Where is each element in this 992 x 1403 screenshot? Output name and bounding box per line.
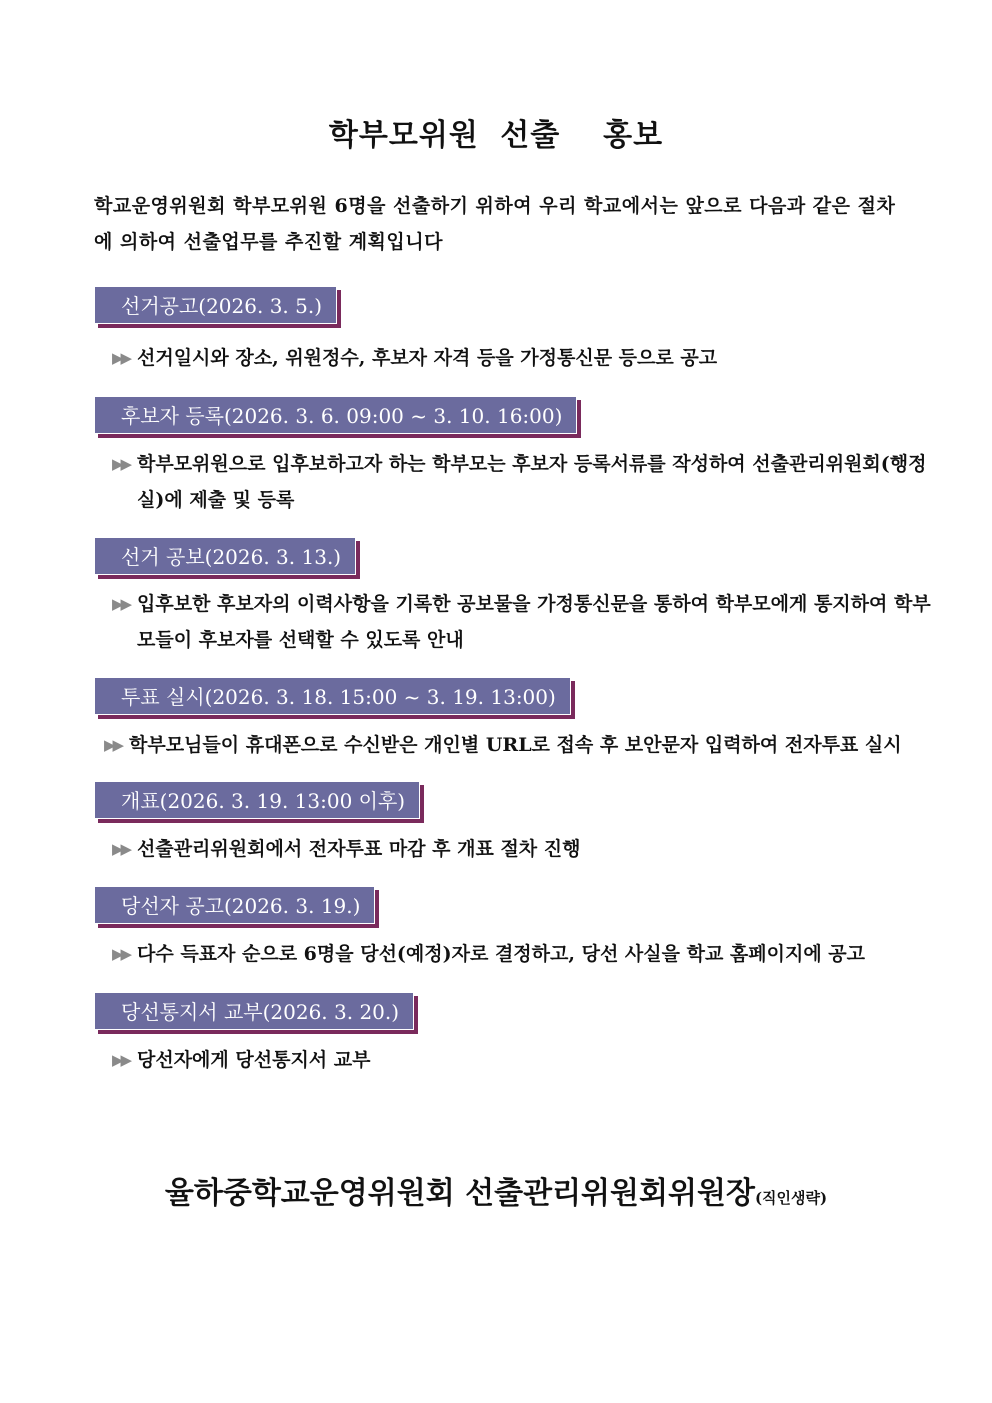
intro-count: 6명 [334,195,368,217]
intro-text-1: 학교운영위원회 학부모위원 [94,195,335,217]
section-text: 선출관리위원회에서 전자투표 마감 후 개표 절차 진행 [137,838,581,860]
section-item-bulletin [112,586,932,658]
section-heading-bulletin: 선거 공보(2026. 3. 13.) [94,537,356,575]
section-heading-announcement: 선거공고(2026. 3. 5.) [94,286,337,324]
double-arrow-icon: ▶▶ [112,455,130,473]
issuer-signature [0,1168,992,1212]
section-heading-winner-notice: 당선자 공고(2026. 3. 19.) [94,886,375,924]
issuer-name: 율하중학교운영위원회 선출관리위원회위원장 [164,1176,755,1211]
section-text: 선거일시와 장소, 위원정수, 후보자 자격 등을 가정통신문 등으로 공고 [137,347,718,369]
section-text: 입후보한 후보자의 이력사항을 기록한 공보물을 가정통신문을 통하여 학부모에게 통지하여 학부모들이 후보자를 선택할 수 있도록 안내 [137,593,931,651]
section-item-registration [112,446,932,518]
section-heading-certificate: 당선통지서 교부(2026. 3. 20.) [94,992,414,1030]
intro-paragraph [94,188,914,260]
section-text: 당선자에게 당선통지서 교부 [137,1049,371,1071]
double-arrow-icon: ▶▶ [104,736,122,754]
page-title: 학부모위원 선출 홍보 [328,118,664,153]
double-arrow-icon: ▶▶ [112,945,130,963]
section-item-announcement [112,340,932,376]
section-item-voting [104,727,944,763]
section-heading-voting: 투표 실시(2026. 3. 18. 15:00 ~ 3. 19. 13:00) [94,677,571,715]
double-arrow-icon: ▶▶ [112,349,130,367]
section-text: 학부모님들이 휴대폰으로 수신받은 개인별 URL로 접속 후 보안문자 입력하여 전자투표 실시 [129,734,902,756]
section-heading-registration: 후보자 등록(2026. 3. 6. 09:00 ~ 3. 10. 16:00) [94,396,577,434]
section-text: 학부모위원으로 입후보하고자 하는 학부모는 후보자 등록서류를 작성하여 선출관리위원회(행정실)에 제출 및 등록 [137,453,927,511]
section-item-winner-notice [112,936,932,972]
section-heading-counting: 개표(2026. 3. 19. 13:00 이후) [94,781,420,819]
section-text: 다수 득표자 순으로 6명을 당선(예정)자로 결정하고, 당선 사실을 학교 홈페이지에 공고 [137,943,865,965]
double-arrow-icon: ▶▶ [112,1051,130,1069]
intro-text-2: 을 선출하기 위하여 우리 학교에서는 앞으로 다음과 같은 절차 에 의하여 선출업무를 추진할 계획입니다 [94,195,896,253]
seal-omitted-note: (직인생략) [754,1189,828,1207]
section-item-counting [112,831,932,867]
double-arrow-icon: ▶▶ [112,840,130,858]
double-arrow-icon: ▶▶ [112,595,130,613]
section-item-certificate [112,1042,932,1078]
